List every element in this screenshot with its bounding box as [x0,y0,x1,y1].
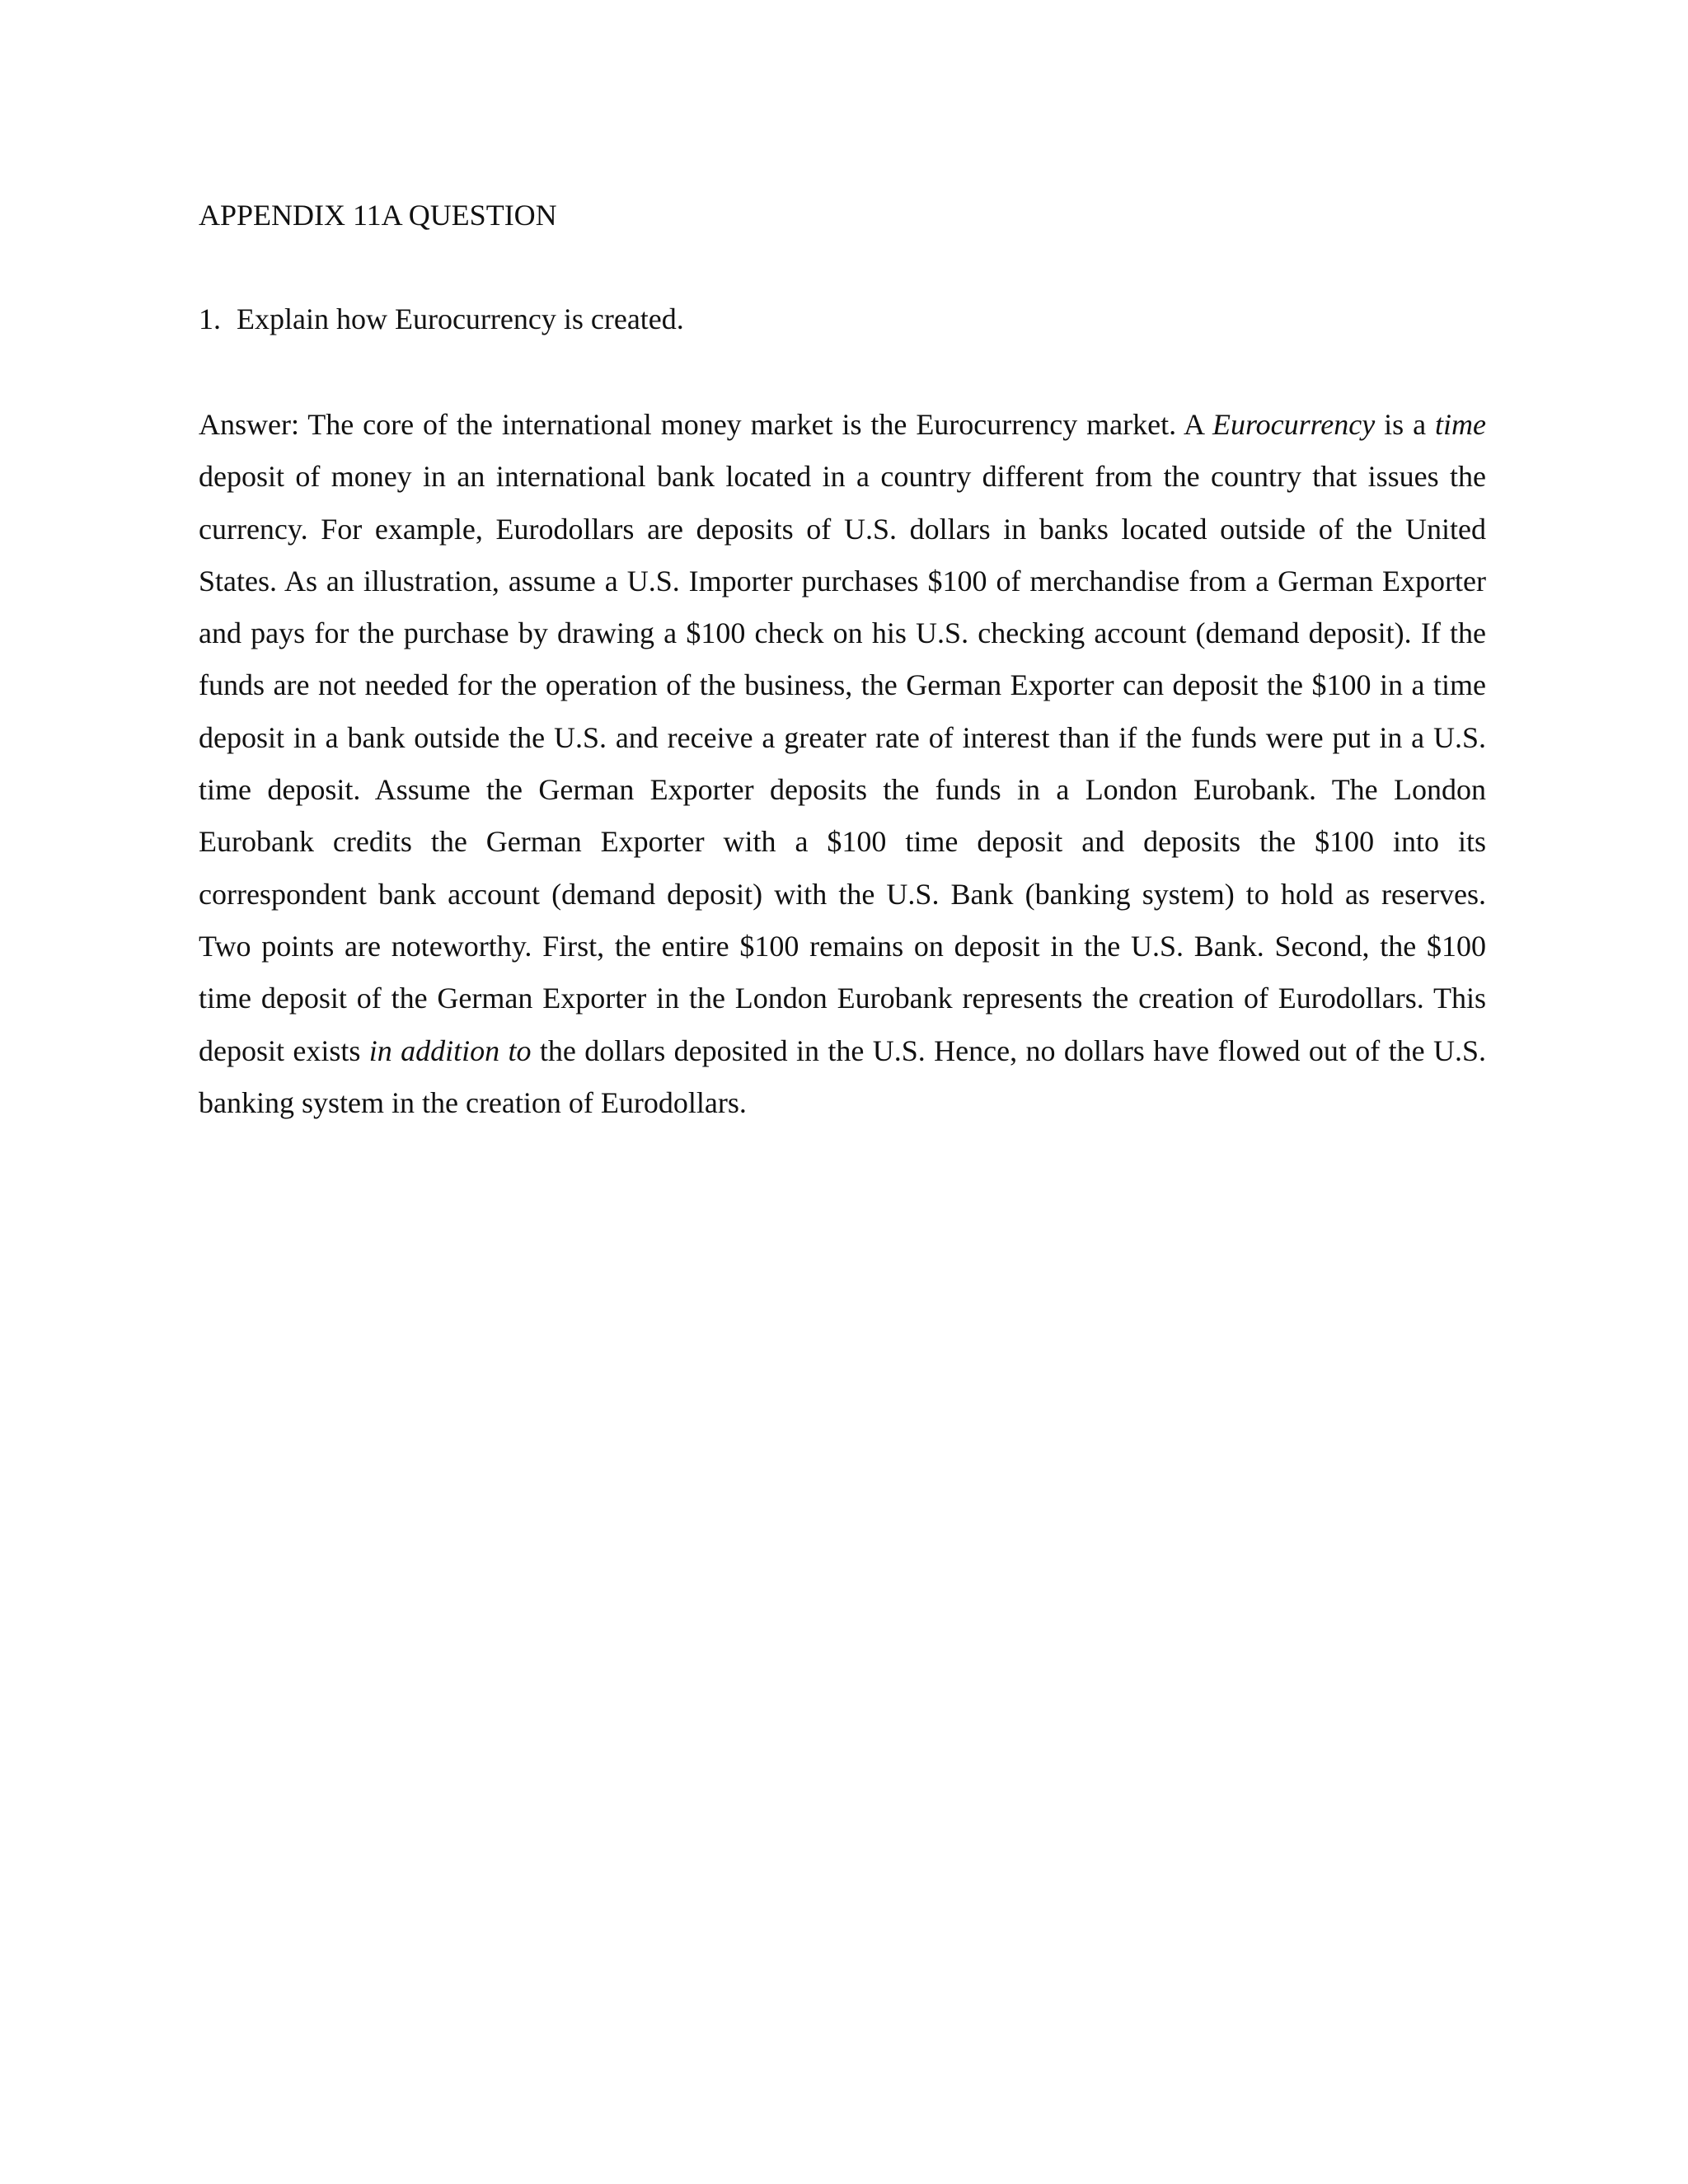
answer-text-part-2: is a [1375,408,1436,441]
question-item [199,298,684,340]
answer-emphasis-in-addition-to: in addition to [368,1033,532,1067]
question-number: 1. [199,302,221,335]
answer-emphasis-eurocurrency: Eurocurrency [1212,408,1376,441]
answer-text-part-1: Answer: The core of the international money market is the Eurocurrency market. A [199,408,1212,441]
question-text: Explain how Eurocurrency is created. [237,302,684,335]
answer-text-part-3: deposit of money in an international bank located in a country different from the country that issues the currency. For example, Eurodollars are deposits of U.S. dollars in banks located outside of the United States. As an illustration, assume a U.S. Importer purchases $100 of merchandise from a German Exporter and pays for the purchase by drawing a $100 check on his U.S. checking account (demand deposit). If the funds are not needed for the operation of the business, the German Exporter can deposit the $100 in a time deposit in a bank outside the U.S. and receive a greater rate of interest than if the funds were put in a U.S. time deposit. Assume the German Exporter deposits the funds in a London Eurobank. The London Eurobank credits the German Exporter with a $100 time deposit and deposits the $100 into its correspondent bank account (demand deposit) with the U.S. Bank (banking system) to hold as reserves. Two points are noteworthy. First, the entire $100 remains on deposit in the U.S. Bank. Second, the $100 time deposit of the German Exporter in the London Eurobank represents the creation of Eurodollars. This deposit exists [199,460,1486,1067]
answer-paragraph [199,399,1486,1129]
answer-text-part-4: the dollars deposited in the U.S. Hence, no dollars have flowed out of the U.S. banking system in the creation of Eurodollars. [199,1033,1487,1119]
answer-emphasis-time: time [1435,408,1486,441]
appendix-heading: APPENDIX 11A QUESTION [199,199,557,232]
